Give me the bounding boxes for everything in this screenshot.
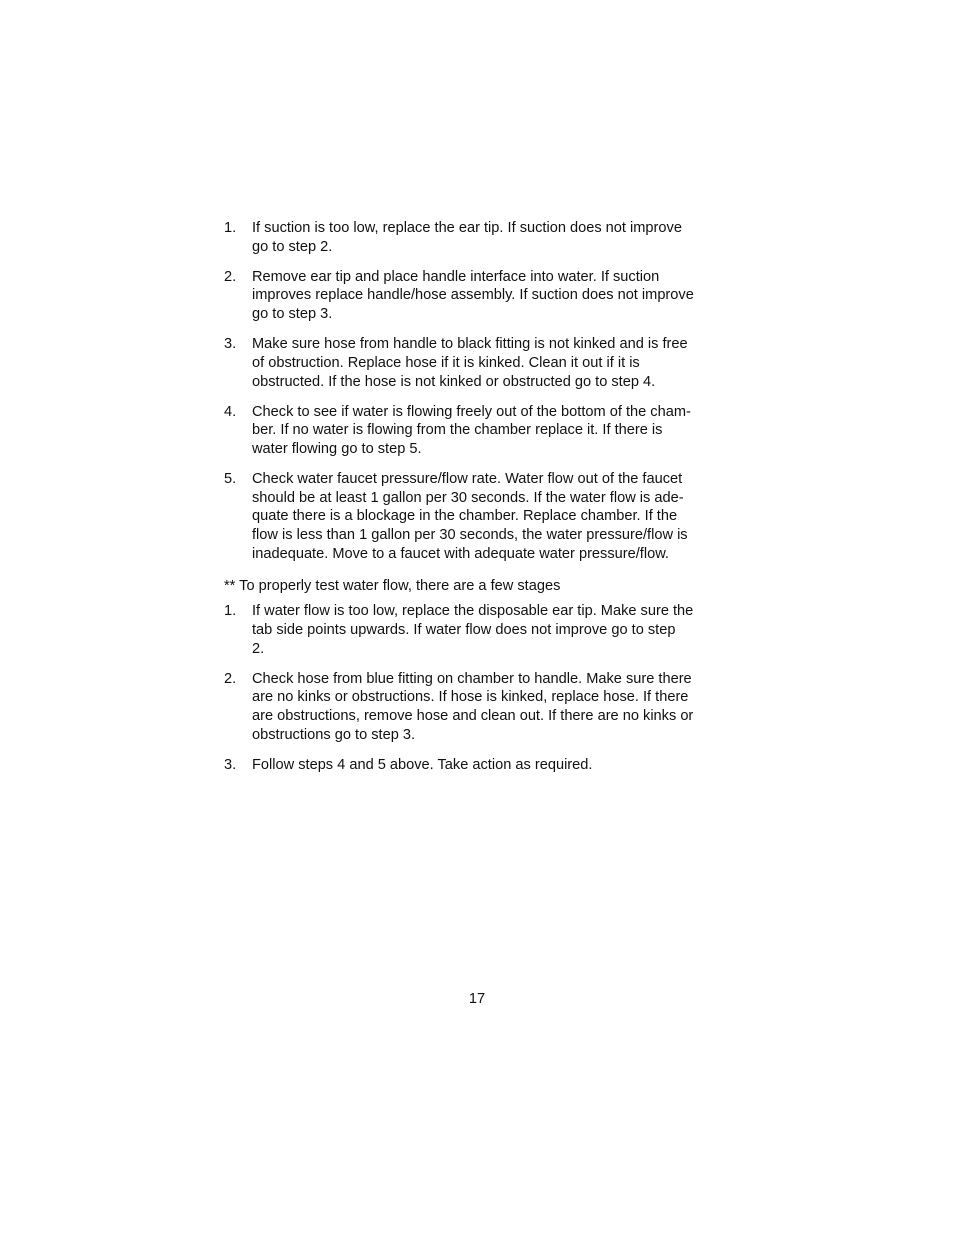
step-text (252, 602, 734, 658)
page-number: 17 (468, 991, 486, 1007)
water-flow-note: ** To properly test water flow, there are a few stages (224, 578, 561, 595)
step-text (252, 756, 734, 775)
step-text (252, 670, 734, 745)
step-line: Check to see if water is flowing freely out of the bottom of the cham- (252, 403, 691, 420)
step-line: 2. (252, 640, 265, 657)
step-number: 2. (224, 268, 237, 285)
step-line: improves replace handle/hose assembly. If suction does not improve (252, 287, 694, 304)
step-line: tab side points upwards. If water flow does not improve go to step (252, 621, 676, 638)
step-number: 3. (224, 756, 237, 773)
step-number: 3. (224, 336, 237, 353)
list-item (224, 756, 734, 775)
page-content (224, 219, 734, 786)
step-line: Make sure hose from handle to black fitting is not kinked and is free (252, 336, 688, 353)
step-line: are obstructions, remove hose and clean out. If there are no kinks or (252, 707, 694, 724)
list-item (224, 602, 734, 658)
step-line: flow is less than 1 gallon per 30 seconds, the water pressure/flow is (252, 527, 688, 544)
list-item (224, 470, 734, 564)
step-line: are no kinks or obstructions. If hose is kinked, replace hose. If there (252, 689, 689, 706)
step-line: go to step 3. (252, 306, 333, 323)
troubleshooting-list-water-flow (224, 602, 734, 774)
troubleshooting-list-suction (224, 219, 734, 563)
step-number: 2. (224, 670, 237, 687)
step-line: obstructions go to step 3. (252, 726, 416, 743)
step-line: should be at least 1 gallon per 30 seconds. If the water flow is ade- (252, 489, 684, 506)
step-line: ber. If no water is flowing from the chamber replace it. If there is (252, 422, 663, 439)
step-number: 5. (224, 470, 237, 487)
step-number: 1. (224, 603, 237, 620)
step-line: If suction is too low, replace the ear tip. If suction does not improve (252, 220, 682, 236)
step-text (252, 219, 734, 256)
step-number: 4. (224, 403, 237, 420)
step-text (252, 403, 734, 459)
step-line: go to step 2. (252, 238, 333, 255)
step-line: Check water faucet pressure/flow rate. Water flow out of the faucet (252, 470, 683, 487)
step-number: 1. (224, 220, 237, 236)
step-line: inadequate. Move to a faucet with adequate water pressure/flow. (252, 545, 669, 562)
list-item (224, 403, 734, 459)
list-item (224, 335, 734, 391)
step-text (252, 470, 734, 564)
list-item (224, 268, 734, 324)
step-line: If water flow is too low, replace the disposable ear tip. Make sure the (252, 603, 694, 620)
list-item (224, 670, 734, 745)
step-line: of obstruction. Replace hose if it is kinked. Clean it out if it is (252, 354, 640, 371)
step-text (252, 268, 734, 324)
step-text (252, 335, 734, 391)
step-line: obstructed. If the hose is not kinked or obstructed go to step 4. (252, 373, 656, 390)
step-line: Remove ear tip and place handle interface into water. If suction (252, 268, 660, 285)
step-line: Follow steps 4 and 5 above. Take action as required. (252, 756, 593, 773)
step-line: quate there is a blockage in the chamber. Replace chamber. If the (252, 508, 678, 525)
step-line: water flowing go to step 5. (252, 440, 422, 457)
list-item (224, 219, 734, 256)
step-line: Check hose from blue fitting on chamber to handle. Make sure there (252, 670, 692, 687)
